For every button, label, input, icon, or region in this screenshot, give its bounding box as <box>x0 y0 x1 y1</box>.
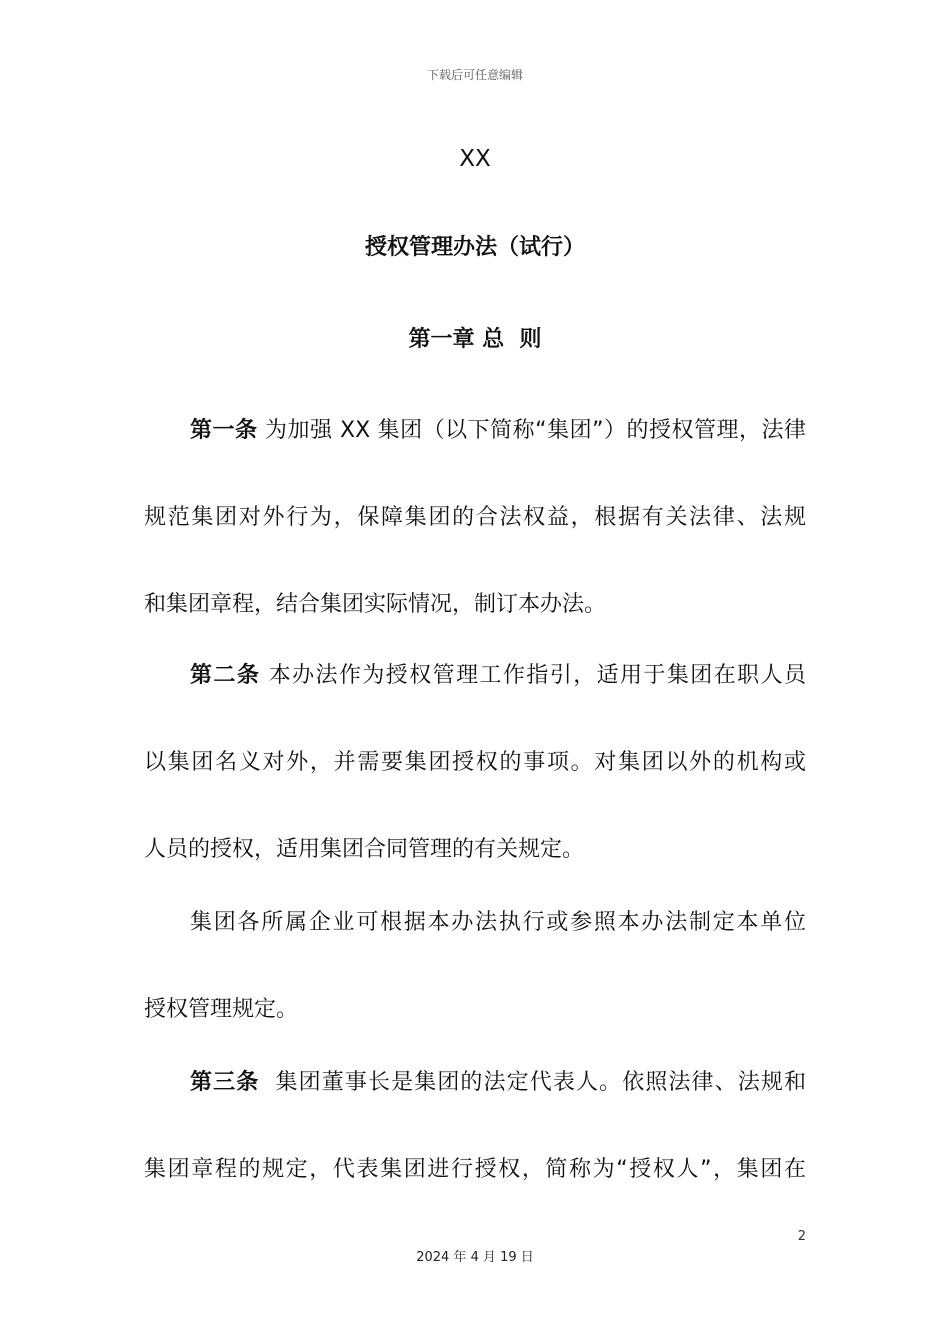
article-2-text: 本办法作为授权管理工作指引，适用于集团在职人员 <box>260 663 806 688</box>
article-3-line-2: 集团章程的规定，代表集团进行授权，简称为“授权人”，集团在 <box>144 1157 806 1182</box>
article-2-paragraph-2-line-2: 授权管理规定。 <box>144 997 299 1022</box>
footer-date: 2024 年 4 月 19 日 <box>416 1250 534 1265</box>
article-2-line-3: 人员的授权，适用集团合同管理的有关规定。 <box>144 837 585 862</box>
article-2-label: 第二条 <box>190 663 261 688</box>
page-number: 2 <box>797 1229 806 1244</box>
article-1-label: 第一条 <box>190 418 258 443</box>
chapter-heading: 第一章 总 则 <box>408 327 542 352</box>
article-3-line-1 <box>190 1068 806 1098</box>
article-2-line-1 <box>190 661 806 691</box>
document-org-title: XX <box>459 146 491 172</box>
document-main-title: 授权管理办法（试行） <box>364 235 585 260</box>
article-1-text: 为加强 XX 集团（以下简称“集团”）的授权管理，法律 <box>257 418 806 443</box>
article-1-line-3: 和集团章程，结合集团实际情况，制订本办法。 <box>144 592 607 617</box>
article-2-line-2: 以集团名义对外，并需要集团授权的事项。对集团以外的机构或 <box>144 750 806 775</box>
article-3-label: 第三条 <box>190 1070 260 1095</box>
article-1-line-1 <box>190 416 806 446</box>
header-note: 下载后可任意编辑 <box>426 68 523 82</box>
article-3-text: 集团董事长是集团的法定代表人。依照法律、法规和 <box>259 1070 806 1095</box>
article-1-line-2: 规范集团对外行为，保障集团的合法权益，根据有关法律、法规 <box>144 505 806 530</box>
article-2-paragraph-2-line-1: 集团各所属企业可根据本办法执行或参照本办法制定本单位 <box>190 910 806 935</box>
